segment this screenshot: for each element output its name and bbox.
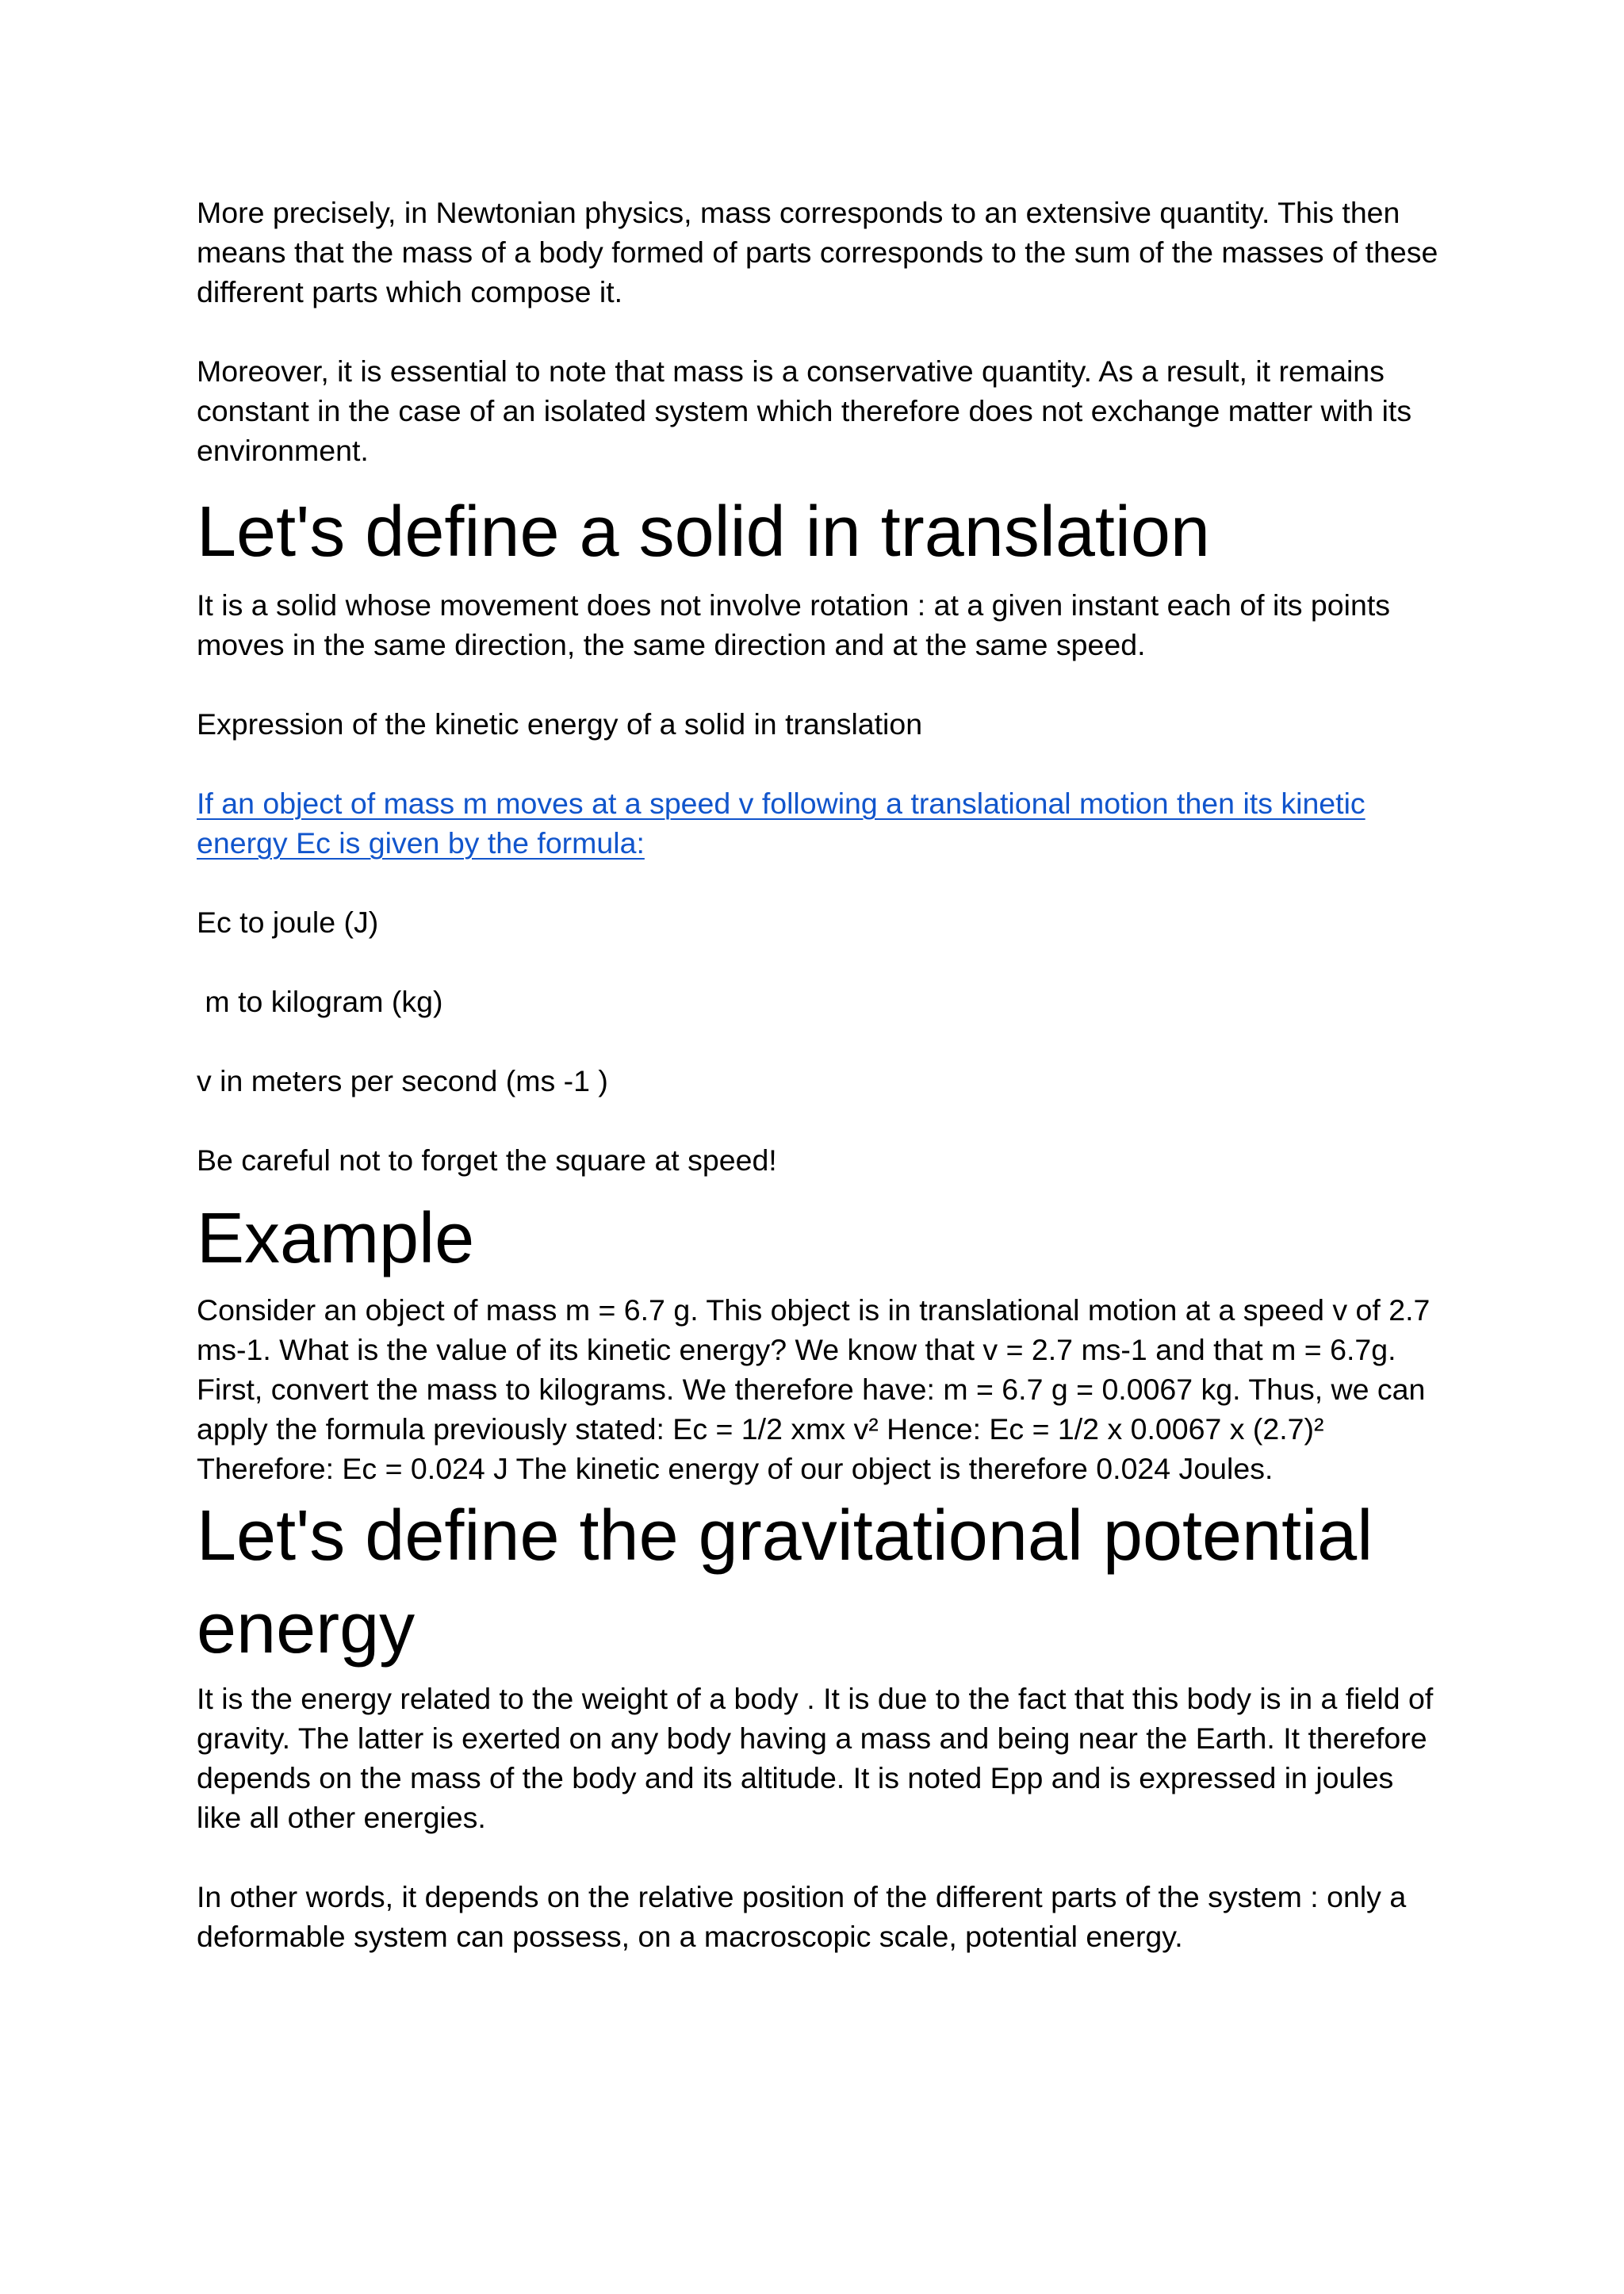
unit-v: v in meters per second (ms -1 ) [197, 1064, 608, 1097]
heading-solid-translation: Let's define a solid in translation [197, 492, 1210, 572]
paragraph-expression-title: Expression of the kinetic energy of a solid in translation [197, 707, 923, 741]
paragraph-extensive-mass: More precisely, in Newtonian physics, mass corresponds to an extensive quantity. This then means that the mass of a body formed of parts corresponds to the sum of the masses of these different parts which compose it. [197, 196, 1438, 308]
paragraph-conservative-mass: Moreover, it is essential to note that mass is a conservative quantity. As a result, it remains constant in the case of an isolated system which therefore does not exchange matter with its environment. [197, 354, 1412, 467]
heading-example: Example [197, 1199, 475, 1278]
unit-m: m to kilogram (kg) [197, 985, 443, 1018]
document-page [197, 193, 1446, 1956]
paragraph-gravitational-definition: It is the energy related to the weight of a body . It is due to the fact that this body is in a field of gravity. The latter is exerted on any body having a mass and being near the Earth. It therefore depends on the mass of the body and its altitude. It is noted Epp and is expressed in joules like all other energies. [197, 1682, 1434, 1834]
paragraph-example-body: Consider an object of mass m = 6.7 g. This object is in translational motion at a speed v of 2.7 ms-1. What is the value of its kinetic energy? We know that v = 2.7 ms-1 and that m = 6.7g. First, convert the mass to kilograms. We therefore have: m = 6.7 g = 0.0067 kg. Thus, we can apply the formula previously stated: Ec = 1/2 xmx v² Hence: Ec = 1/2 x 0.0067 x (2.7)² Therefore: Ec = 0.024 J The kinetic energy of our object is therefore 0.024 Joules. [197, 1293, 1431, 1485]
paragraph-gravitational-other-words: In other words, it depends on the relative position of the different parts of the system : only a deformable system can possess, on a macroscopic scale, potential energy. [197, 1880, 1407, 1953]
warning-square-speed: Be careful not to forget the square at speed! [197, 1143, 777, 1177]
heading-gravitational-potential: Let's define the gravitational potential energy [197, 1496, 1373, 1668]
paragraph-translation-definition: It is a solid whose movement does not involve rotation : at a given instant each of its points moves in the same direction, the same direction and at the same speed. [197, 588, 1390, 661]
paragraph-formula-link-wrapper [197, 783, 1446, 863]
formula-link[interactable]: If an object of mass m moves at a speed v following a translational motion then its kinetic energy Ec is given by the formula: [197, 787, 1365, 860]
unit-ec: Ec to joule (J) [197, 906, 379, 939]
